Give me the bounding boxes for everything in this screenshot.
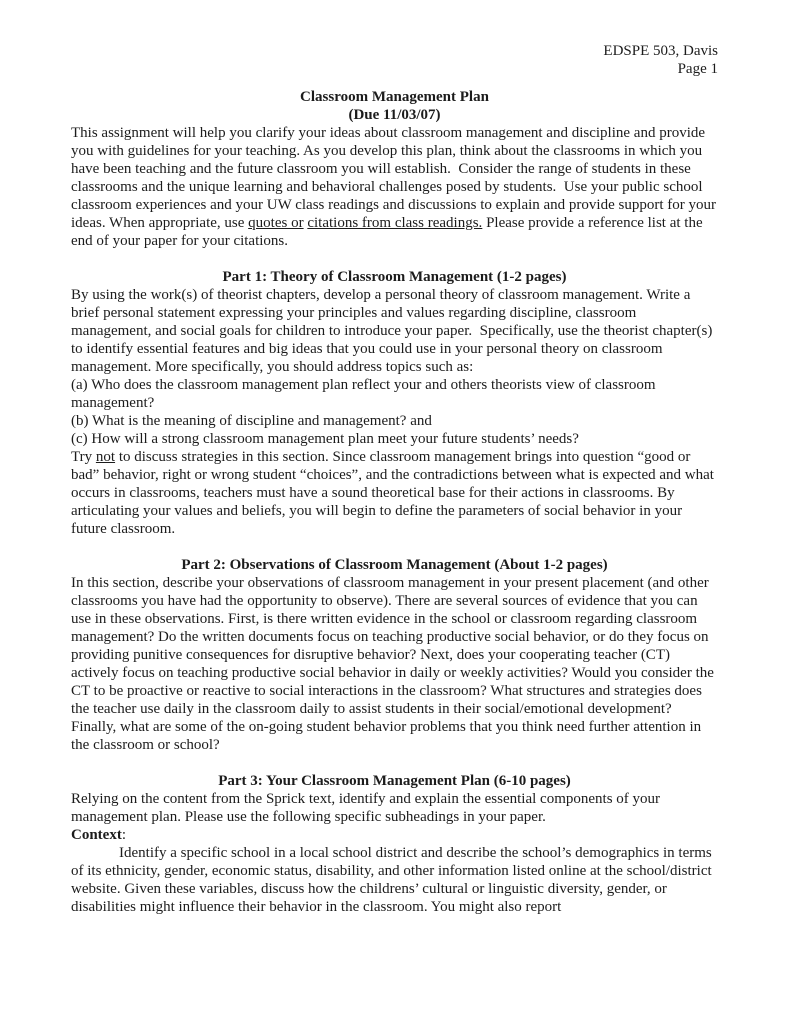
document-title-line: Classroom Management Plan — [300, 89, 489, 105]
intro-paragraph — [71, 124, 718, 250]
part3-heading: Part 3: Your Classroom Management Plan (6-10 pages) — [218, 773, 571, 789]
part1-topic-list — [71, 376, 718, 448]
part1-closing-paragraph — [71, 448, 718, 538]
part2-heading: Part 2: Observations of Classroom Management (About 1-2 pages) — [181, 557, 608, 573]
part2-paragraph: In this section, describe your observations of classroom management in your present placement (and other classrooms you have had the opportunity to observe). There are several sources of evidence that you can use in these observations. First, is there written evidence in the school or classroom regarding classroom management? Do the written documents focus on teaching productive social behavior, or do they focus on providing punitive consequences for disruptive behavior? Next, does your cooperating teacher (CT) actively focus on teaching productive social behavior in daily or weekly activities? Would you consider the CT to be proactive or reactive to social interactions in the classroom? What structures and strategies does the teacher use daily in the classroom daily to assist students in their social/emotional development? Finally, what are some of the on-going student behavior problems that you think need further attention in the classroom or school? — [71, 575, 718, 753]
intro-text-1: This assignment will help you clarify your ideas about classroom management and discipline and provide you with guidelines for your teaching. As you develop this plan, think about the classrooms in which you have been teaching and the future classroom you will establish. Consider the range of students in these classrooms and the unique learning and behavioral challenges posed by students. Use your public school classroom experiences and your UW class readings and discussions to explain and provide support for your ideas. When appropriate, use — [71, 125, 720, 231]
due-date: (Due 11/03/07) — [348, 107, 441, 123]
document-title — [71, 88, 718, 124]
page-number: Page 1 — [677, 61, 718, 77]
part1-closing-post: to discuss strategies in this section. Since classroom management brings into question “good or bad” behavior, right or wrong student “choices”, and the contradictions between what is expected and what occurs in classrooms, teachers must have a sound theoretical base for their actions in classrooms. By articulating your values and beliefs, you will begin to define the parameters of social behavior in your future classroom. — [71, 449, 718, 537]
part1-closing-not: not — [95, 449, 116, 465]
context-colon: : — [121, 827, 126, 843]
context-label: Context — [71, 827, 122, 843]
part3-paragraph: Relying on the content from the Sprick text, identify and explain the essential components of your management plan. Please use the following specific subheadings in your paper. — [71, 791, 664, 825]
part1-paragraph: By using the work(s) of theorist chapters, develop a personal theory of classroom management. Write a brief personal statement expressing your principles and values regarding discipline, classroom management, and social goals for children to introduce your paper. Specifically, use the theorist chapter(s) to identify essential features and big ideas that you could use in your personal theory on classroom management. More specifically, you should address topics such as: — [71, 287, 717, 375]
list-item-b: (b) What is the meaning of discipline and management? and — [71, 413, 432, 429]
part1-heading: Part 1: Theory of Classroom Management (1-2 pages) — [222, 269, 567, 285]
intro-text-2: Please provide a reference list at the end of your paper for your citations. — [71, 215, 707, 249]
list-item-c: (c) How will a strong classroom management plan meet your future students’ needs? — [71, 431, 579, 447]
context-subheading — [71, 826, 718, 844]
intro-underline-quotes: quotes or — [248, 215, 304, 231]
part1-closing-pre: Try — [71, 449, 96, 465]
page-header — [71, 42, 718, 78]
context-paragraph: Identify a specific school in a local school district and describe the school’s demographics in terms of its ethnicity, gender, economic status, disability, and other information listed online at the school/district website. Given these variables, discuss how the childrens’ cultural or linguistic diversity, gender, or disabilities might influence their behavior in the classroom. You might also report — [71, 845, 716, 915]
list-item-a: (a) Who does the classroom management plan reflect your and others theorists view of classroom management? — [71, 377, 660, 411]
intro-underline-citations: citations from class readings. — [307, 215, 483, 231]
course-label: EDSPE 503, Davis — [603, 43, 718, 59]
